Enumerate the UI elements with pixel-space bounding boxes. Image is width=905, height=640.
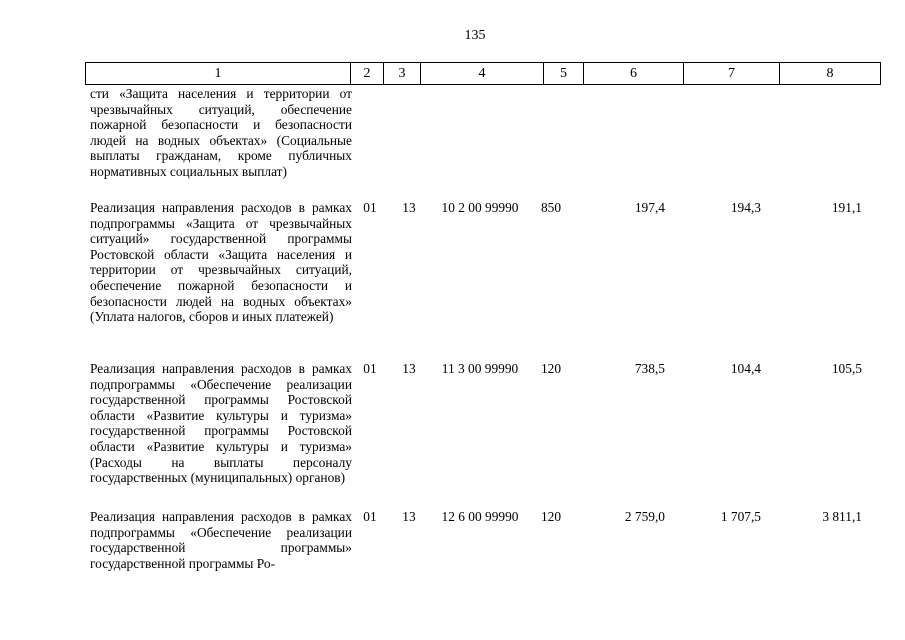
cell-amount-2: 1 707,5 [720,509,761,524]
cell-amount-1: 2 759,0 [624,509,665,524]
cell-subsection: 13 [402,361,416,376]
cell-expense-type: 850 [540,200,562,215]
cell-section: 01 [363,509,377,524]
page-number: 135 [464,28,486,43]
table-row [85,361,865,509]
cell-amount-2: 194,3 [730,200,761,215]
cell-amount-3: 191,1 [831,200,862,215]
table-body [85,86,865,579]
cell-subsection: 13 [402,200,416,215]
cell-section: 01 [363,200,377,215]
cell-amount-1: 197,4 [634,200,665,215]
cell-target-article: 10 2 00 99990 [441,200,519,215]
row-description: сти «Защита населения и территории от чрезвычайных ситуаций, обеспечение пожарной безопасности и безопасности людей на водных объектах» (Социальные выплаты гражданам, кроме публичных нормативных социальных выплат) [90,86,352,179]
cell-target-article: 11 3 00 99990 [441,361,519,376]
column-header-2: 2 [351,63,384,85]
column-header-6: 6 [584,63,684,85]
cell-subsection: 13 [402,509,416,524]
cell-section: 01 [363,361,377,376]
column-header-1: 1 [86,63,351,85]
column-header-5: 5 [544,63,584,85]
cell-expense-type: 120 [540,509,562,524]
cell-target-article: 12 6 00 99990 [441,509,519,524]
cell-amount-3: 3 811,1 [822,509,862,524]
column-header-table [85,62,881,85]
cell-amount-2: 104,4 [730,361,761,376]
table-row [85,509,865,579]
cell-expense-type: 120 [540,361,562,376]
row-description: Реализация направления расходов в рамках подпрограммы «Обеспечение реализации государственной программы Ростовской области «Развитие культуры и туризма» государственной программы Ростовской области «Развитие культуры и туризма» (Расходы на выплаты персоналу государственных (муниципальных) органов) [90,361,352,486]
cell-amount-1: 738,5 [634,361,665,376]
row-description: Реализация направления расходов в рамках подпрограммы «Защита от чрезвычайных ситуаций» государственной программы Ростовской области «Защита населения и территории от чрезвычайных ситуаций, обеспечение пожарной безопасности и безопасности людей на водных объектах» (Уплата налогов, сборов и иных платежей) [90,200,352,325]
column-header-3: 3 [384,63,421,85]
cell-amount-3: 105,5 [831,361,862,376]
column-header-7: 7 [684,63,780,85]
column-header-row [86,63,881,85]
row-description: Реализация направления расходов в рамках подпрограммы «Обеспечение реализации государственной программы» государственной программы Ро- [90,509,352,571]
table-row [85,86,865,200]
table-row [85,200,865,361]
column-header-8: 8 [780,63,881,85]
column-header-4: 4 [421,63,544,85]
